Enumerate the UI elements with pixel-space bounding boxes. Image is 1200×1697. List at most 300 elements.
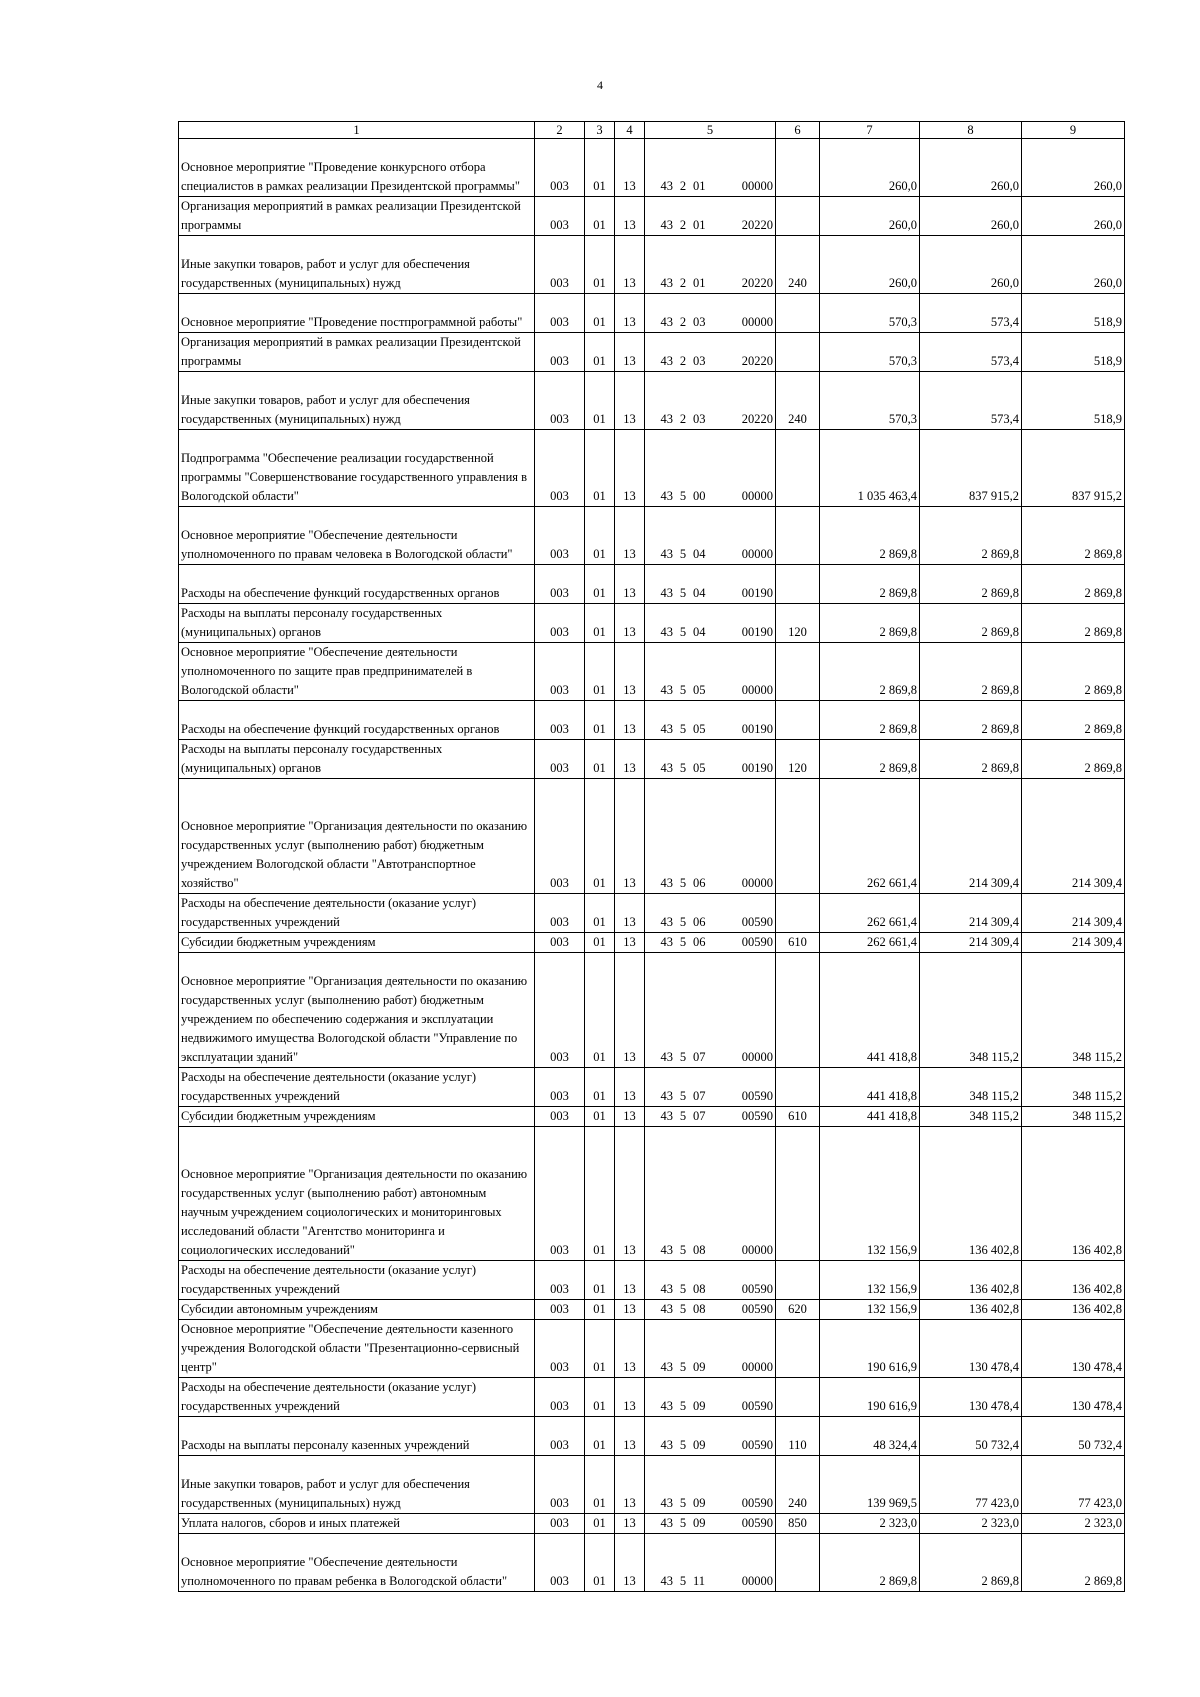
code-part: 03 <box>693 315 706 329</box>
admin-code: 003 <box>535 1378 585 1417</box>
code-part: 09 <box>693 1399 706 1413</box>
code-part: 08 <box>693 1243 706 1257</box>
target-article-code <box>645 294 776 333</box>
code-part: 06 <box>693 915 706 929</box>
table-row <box>179 604 1125 643</box>
amount-col8: 130 478,4 <box>920 1378 1022 1417</box>
amount-col7: 2 869,8 <box>820 740 920 779</box>
code-part: 2 <box>679 315 687 329</box>
expense-type-code: 610 <box>776 933 820 953</box>
expense-type-code <box>776 1320 820 1378</box>
code-part: 2 <box>679 179 687 193</box>
code-part: 01 <box>693 276 706 290</box>
code-part: 43 <box>660 935 673 949</box>
code-part: 00 <box>693 489 706 503</box>
section-code: 01 <box>585 740 615 779</box>
subsection-code: 13 <box>615 604 645 643</box>
expense-type-code <box>776 197 820 236</box>
code-part: 00590 <box>741 1438 773 1452</box>
amount-col8: 50 732,4 <box>920 1417 1022 1456</box>
target-article-code <box>645 507 776 565</box>
amount-col9: 2 869,8 <box>1022 1534 1125 1592</box>
code-part: 5 <box>679 1496 687 1510</box>
amount-col8: 130 478,4 <box>920 1320 1022 1378</box>
subsection-code: 13 <box>615 1300 645 1320</box>
amount-col7: 190 616,9 <box>820 1378 920 1417</box>
amount-col9: 348 115,2 <box>1022 1107 1125 1127</box>
table-row <box>179 1300 1125 1320</box>
admin-code: 003 <box>535 933 585 953</box>
code-part: 5 <box>679 1516 687 1530</box>
admin-code: 003 <box>535 779 585 894</box>
amount-col9: 348 115,2 <box>1022 953 1125 1068</box>
code-part: 06 <box>693 876 706 890</box>
amount-col9: 77 423,0 <box>1022 1456 1125 1514</box>
target-article-code <box>645 933 776 953</box>
amount-col8: 260,0 <box>920 197 1022 236</box>
section-code: 01 <box>585 1320 615 1378</box>
expense-type-code: 240 <box>776 236 820 294</box>
table-row <box>179 740 1125 779</box>
code-part: 43 <box>660 276 673 290</box>
target-article-code <box>645 1514 776 1534</box>
amount-col7: 132 156,9 <box>820 1127 920 1261</box>
header-cell: 9 <box>1022 122 1125 139</box>
code-part: 5 <box>679 1302 687 1316</box>
header-cell: 4 <box>615 122 645 139</box>
header-cell: 6 <box>776 122 820 139</box>
code-part: 20220 <box>741 276 773 290</box>
amount-col7: 260,0 <box>820 139 920 197</box>
row-name: Расходы на обеспечение функций государственных органов <box>179 565 535 604</box>
table-row <box>179 1107 1125 1127</box>
code-part: 5 <box>679 1438 687 1452</box>
row-name: Организация мероприятий в рамках реализации Президентской программы <box>179 197 535 236</box>
code-part: 5 <box>679 1360 687 1374</box>
amount-col9: 2 323,0 <box>1022 1514 1125 1534</box>
code-part: 03 <box>693 354 706 368</box>
amount-col8: 214 309,4 <box>920 779 1022 894</box>
amount-col8: 77 423,0 <box>920 1456 1022 1514</box>
table-row <box>179 1261 1125 1300</box>
row-name: Иные закупки товаров, работ и услуг для обеспечения государственных (муниципальных) нужд <box>179 236 535 294</box>
target-article-code <box>645 1456 776 1514</box>
code-part: 05 <box>693 683 706 697</box>
code-part: 00590 <box>741 1302 773 1316</box>
section-code: 01 <box>585 1068 615 1107</box>
expense-type-code: 850 <box>776 1514 820 1534</box>
expense-type-code <box>776 333 820 372</box>
target-article-code <box>645 430 776 507</box>
amount-col7: 2 869,8 <box>820 507 920 565</box>
header-cell: 1 <box>179 122 535 139</box>
header-cell: 8 <box>920 122 1022 139</box>
table-body <box>179 122 1125 1592</box>
expense-type-code <box>776 1127 820 1261</box>
amount-col7: 2 869,8 <box>820 604 920 643</box>
subsection-code: 13 <box>615 372 645 430</box>
code-part: 00190 <box>741 761 773 775</box>
code-part: 00000 <box>741 489 773 503</box>
code-part: 2 <box>679 218 687 232</box>
code-part: 5 <box>679 1243 687 1257</box>
amount-col8: 2 869,8 <box>920 507 1022 565</box>
subsection-code: 13 <box>615 1320 645 1378</box>
row-name: Субсидии бюджетным учреждениям <box>179 1107 535 1127</box>
expense-type-code: 120 <box>776 740 820 779</box>
table-row <box>179 236 1125 294</box>
code-part: 43 <box>660 1360 673 1374</box>
subsection-code: 13 <box>615 953 645 1068</box>
table-row <box>179 1514 1125 1534</box>
subsection-code: 13 <box>615 565 645 604</box>
amount-col9: 348 115,2 <box>1022 1068 1125 1107</box>
code-part: 5 <box>679 1282 687 1296</box>
amount-col9: 518,9 <box>1022 333 1125 372</box>
table-row <box>179 1127 1125 1261</box>
amount-col7: 190 616,9 <box>820 1320 920 1378</box>
admin-code: 003 <box>535 1456 585 1514</box>
code-part: 43 <box>660 354 673 368</box>
subsection-code: 13 <box>615 1378 645 1417</box>
amount-col9: 260,0 <box>1022 197 1125 236</box>
expense-type-code <box>776 430 820 507</box>
admin-code: 003 <box>535 1261 585 1300</box>
code-part: 43 <box>660 489 673 503</box>
code-part: 20220 <box>741 218 773 232</box>
amount-col7: 48 324,4 <box>820 1417 920 1456</box>
code-part: 5 <box>679 489 687 503</box>
code-part: 03 <box>693 412 706 426</box>
section-code: 01 <box>585 1378 615 1417</box>
amount-col7: 570,3 <box>820 333 920 372</box>
table-header-row <box>179 122 1125 139</box>
table-row <box>179 1320 1125 1378</box>
amount-col9: 130 478,4 <box>1022 1378 1125 1417</box>
amount-col9: 518,9 <box>1022 294 1125 333</box>
row-name: Подпрограмма "Обеспечение реализации государственной программы "Совершенствование государственного управления в Вологодской области" <box>179 430 535 507</box>
code-part: 00190 <box>741 722 773 736</box>
amount-col7: 2 323,0 <box>820 1514 920 1534</box>
amount-col7: 1 035 463,4 <box>820 430 920 507</box>
target-article-code <box>645 333 776 372</box>
target-article-code <box>645 139 776 197</box>
code-part: 43 <box>660 1302 673 1316</box>
expense-type-code <box>776 1068 820 1107</box>
code-part: 43 <box>660 1243 673 1257</box>
table-row <box>179 372 1125 430</box>
target-article-code <box>645 1378 776 1417</box>
target-article-code <box>645 1127 776 1261</box>
code-part: 43 <box>660 1399 673 1413</box>
code-part: 00000 <box>741 179 773 193</box>
row-name: Расходы на обеспечение деятельности (оказание услуг) государственных учреждений <box>179 1068 535 1107</box>
code-part: 43 <box>660 1438 673 1452</box>
page-number: 4 <box>597 78 603 92</box>
code-part: 11 <box>693 1574 706 1588</box>
expense-type-code <box>776 894 820 933</box>
code-part: 00590 <box>741 1109 773 1123</box>
section-code: 01 <box>585 953 615 1068</box>
target-article-code <box>645 779 776 894</box>
expense-type-code: 610 <box>776 1107 820 1127</box>
code-part: 43 <box>660 1050 673 1064</box>
table-row <box>179 1456 1125 1514</box>
amount-col8: 136 402,8 <box>920 1127 1022 1261</box>
amount-col8: 260,0 <box>920 236 1022 294</box>
amount-col8: 2 869,8 <box>920 701 1022 740</box>
expense-type-code <box>776 294 820 333</box>
amount-col8: 136 402,8 <box>920 1300 1022 1320</box>
section-code: 01 <box>585 294 615 333</box>
admin-code: 003 <box>535 953 585 1068</box>
admin-code: 003 <box>535 294 585 333</box>
header-cell: 7 <box>820 122 920 139</box>
amount-col8: 214 309,4 <box>920 933 1022 953</box>
code-part: 2 <box>679 354 687 368</box>
section-code: 01 <box>585 565 615 604</box>
row-name: Иные закупки товаров, работ и услуг для обеспечения государственных (муниципальных) нужд <box>179 1456 535 1514</box>
admin-code: 003 <box>535 430 585 507</box>
section-code: 01 <box>585 933 615 953</box>
amount-col8: 2 869,8 <box>920 740 1022 779</box>
target-article-code <box>645 236 776 294</box>
amount-col8: 260,0 <box>920 139 1022 197</box>
code-part: 00000 <box>741 1574 773 1588</box>
amount-col9: 136 402,8 <box>1022 1127 1125 1261</box>
row-name: Субсидии автономным учреждениям <box>179 1300 535 1320</box>
admin-code: 003 <box>535 1107 585 1127</box>
section-code: 01 <box>585 643 615 701</box>
code-part: 06 <box>693 935 706 949</box>
budget-table <box>178 121 1125 1592</box>
subsection-code: 13 <box>615 294 645 333</box>
row-name: Расходы на обеспечение деятельности (оказание услуг) государственных учреждений <box>179 1261 535 1300</box>
admin-code: 003 <box>535 1068 585 1107</box>
amount-col7: 260,0 <box>820 236 920 294</box>
table-row <box>179 1068 1125 1107</box>
code-part: 07 <box>693 1050 706 1064</box>
subsection-code: 13 <box>615 197 645 236</box>
admin-code: 003 <box>535 197 585 236</box>
section-code: 01 <box>585 779 615 894</box>
code-part: 43 <box>660 722 673 736</box>
target-article-code <box>645 740 776 779</box>
amount-col9: 518,9 <box>1022 372 1125 430</box>
expense-type-code: 240 <box>776 372 820 430</box>
admin-code: 003 <box>535 1127 585 1261</box>
subsection-code: 13 <box>615 1127 645 1261</box>
code-part: 00590 <box>741 915 773 929</box>
table-row <box>179 933 1125 953</box>
expense-type-code: 240 <box>776 1456 820 1514</box>
amount-col8: 214 309,4 <box>920 894 1022 933</box>
code-part: 43 <box>660 1496 673 1510</box>
code-part: 5 <box>679 761 687 775</box>
admin-code: 003 <box>535 507 585 565</box>
subsection-code: 13 <box>615 701 645 740</box>
row-name: Расходы на выплаты персоналу казенных учреждений <box>179 1417 535 1456</box>
code-part: 43 <box>660 876 673 890</box>
target-article-code <box>645 1261 776 1300</box>
code-part: 04 <box>693 625 706 639</box>
admin-code: 003 <box>535 643 585 701</box>
subsection-code: 13 <box>615 1456 645 1514</box>
amount-col9: 214 309,4 <box>1022 779 1125 894</box>
row-name: Расходы на выплаты персоналу государственных (муниципальных) органов <box>179 604 535 643</box>
subsection-code: 13 <box>615 740 645 779</box>
admin-code: 003 <box>535 1514 585 1534</box>
admin-code: 003 <box>535 372 585 430</box>
section-code: 01 <box>585 894 615 933</box>
subsection-code: 13 <box>615 933 645 953</box>
subsection-code: 13 <box>615 894 645 933</box>
row-name: Организация мероприятий в рамках реализации Президентской программы <box>179 333 535 372</box>
section-code: 01 <box>585 507 615 565</box>
amount-col8: 2 869,8 <box>920 565 1022 604</box>
code-part: 00000 <box>741 876 773 890</box>
section-code: 01 <box>585 197 615 236</box>
code-part: 20220 <box>741 354 773 368</box>
amount-col9: 2 869,8 <box>1022 507 1125 565</box>
table-row <box>179 1534 1125 1592</box>
amount-col8: 348 115,2 <box>920 953 1022 1068</box>
amount-col8: 2 869,8 <box>920 604 1022 643</box>
table-row <box>179 1417 1125 1456</box>
section-code: 01 <box>585 1534 615 1592</box>
expense-type-code: 120 <box>776 604 820 643</box>
code-part: 00590 <box>741 935 773 949</box>
code-part: 5 <box>679 915 687 929</box>
code-part: 5 <box>679 1050 687 1064</box>
expense-type-code <box>776 779 820 894</box>
section-code: 01 <box>585 430 615 507</box>
expense-type-code <box>776 507 820 565</box>
admin-code: 003 <box>535 701 585 740</box>
code-part: 00590 <box>741 1089 773 1103</box>
target-article-code <box>645 1320 776 1378</box>
row-name: Основное мероприятие "Проведение постпрограммной работы" <box>179 294 535 333</box>
subsection-code: 13 <box>615 1417 645 1456</box>
table-row <box>179 1378 1125 1417</box>
amount-col7: 262 661,4 <box>820 779 920 894</box>
amount-col8: 837 915,2 <box>920 430 1022 507</box>
amount-col9: 260,0 <box>1022 139 1125 197</box>
amount-col8: 2 869,8 <box>920 1534 1022 1592</box>
subsection-code: 13 <box>615 1261 645 1300</box>
subsection-code: 13 <box>615 1107 645 1127</box>
code-part: 04 <box>693 586 706 600</box>
row-name: Расходы на выплаты персоналу государственных (муниципальных) органов <box>179 740 535 779</box>
code-part: 43 <box>660 179 673 193</box>
target-article-code <box>645 565 776 604</box>
row-name: Субсидии бюджетным учреждениям <box>179 933 535 953</box>
table-row <box>179 507 1125 565</box>
code-part: 00590 <box>741 1282 773 1296</box>
amount-col7: 262 661,4 <box>820 894 920 933</box>
code-part: 09 <box>693 1360 706 1374</box>
amount-col8: 2 869,8 <box>920 643 1022 701</box>
amount-col7: 441 418,8 <box>820 1107 920 1127</box>
subsection-code: 13 <box>615 1534 645 1592</box>
amount-col9: 136 402,8 <box>1022 1300 1125 1320</box>
admin-code: 003 <box>535 1320 585 1378</box>
subsection-code: 13 <box>615 430 645 507</box>
admin-code: 003 <box>535 604 585 643</box>
code-part: 00590 <box>741 1399 773 1413</box>
target-article-code <box>645 372 776 430</box>
code-part: 5 <box>679 683 687 697</box>
amount-col7: 132 156,9 <box>820 1261 920 1300</box>
code-part: 43 <box>660 683 673 697</box>
amount-col9: 2 869,8 <box>1022 565 1125 604</box>
section-code: 01 <box>585 1261 615 1300</box>
amount-col8: 348 115,2 <box>920 1107 1022 1127</box>
amount-col9: 260,0 <box>1022 236 1125 294</box>
subsection-code: 13 <box>615 1514 645 1534</box>
target-article-code <box>645 1300 776 1320</box>
row-name: Основное мероприятие "Организация деятельности по оказанию государственных услуг (выполнению работ) автономным научным учреждением социологических и мониторинговых исследований области "Агентство мониторинга и социологических исследований" <box>179 1127 535 1261</box>
subsection-code: 13 <box>615 507 645 565</box>
code-part: 43 <box>660 1574 673 1588</box>
amount-col9: 2 869,8 <box>1022 701 1125 740</box>
expense-type-code <box>776 1378 820 1417</box>
code-part: 43 <box>660 586 673 600</box>
target-article-code <box>645 643 776 701</box>
row-name: Основное мероприятие "Организация деятельности по оказанию государственных услуг (выполнению работ) бюджетным учреждением Вологодской области "Автотранспортное хозяйство" <box>179 779 535 894</box>
amount-col8: 348 115,2 <box>920 1068 1022 1107</box>
row-name: Основное мероприятие "Обеспечение деятельности уполномоченного по правам человека в Вологодской области" <box>179 507 535 565</box>
section-code: 01 <box>585 604 615 643</box>
section-code: 01 <box>585 1456 615 1514</box>
code-part: 09 <box>693 1496 706 1510</box>
code-part: 04 <box>693 547 706 561</box>
subsection-code: 13 <box>615 779 645 894</box>
row-name: Основное мероприятие "Обеспечение деятельности уполномоченного по правам ребенка в Вологодской области" <box>179 1534 535 1592</box>
row-name: Расходы на обеспечение функций государственных органов <box>179 701 535 740</box>
code-part: 08 <box>693 1282 706 1296</box>
target-article-code <box>645 197 776 236</box>
code-part: 2 <box>679 276 687 290</box>
amount-col8: 136 402,8 <box>920 1261 1022 1300</box>
amount-col9: 2 869,8 <box>1022 604 1125 643</box>
table-row <box>179 894 1125 933</box>
target-article-code <box>645 1068 776 1107</box>
code-part: 5 <box>679 935 687 949</box>
row-name: Расходы на обеспечение деятельности (оказание услуг) государственных учреждений <box>179 1378 535 1417</box>
section-code: 01 <box>585 1127 615 1261</box>
header-cell: 5 <box>645 122 776 139</box>
section-code: 01 <box>585 1300 615 1320</box>
amount-col9: 2 869,8 <box>1022 643 1125 701</box>
admin-code: 003 <box>535 565 585 604</box>
admin-code: 003 <box>535 1534 585 1592</box>
code-part: 00000 <box>741 315 773 329</box>
amount-col9: 837 915,2 <box>1022 430 1125 507</box>
code-part: 43 <box>660 915 673 929</box>
amount-col9: 214 309,4 <box>1022 894 1125 933</box>
amount-col8: 573,4 <box>920 372 1022 430</box>
code-part: 05 <box>693 761 706 775</box>
table-row <box>179 779 1125 894</box>
code-part: 5 <box>679 1109 687 1123</box>
amount-col7: 260,0 <box>820 197 920 236</box>
code-part: 00000 <box>741 1243 773 1257</box>
code-part: 43 <box>660 315 673 329</box>
table-row <box>179 953 1125 1068</box>
code-part: 43 <box>660 547 673 561</box>
code-part: 5 <box>679 1089 687 1103</box>
